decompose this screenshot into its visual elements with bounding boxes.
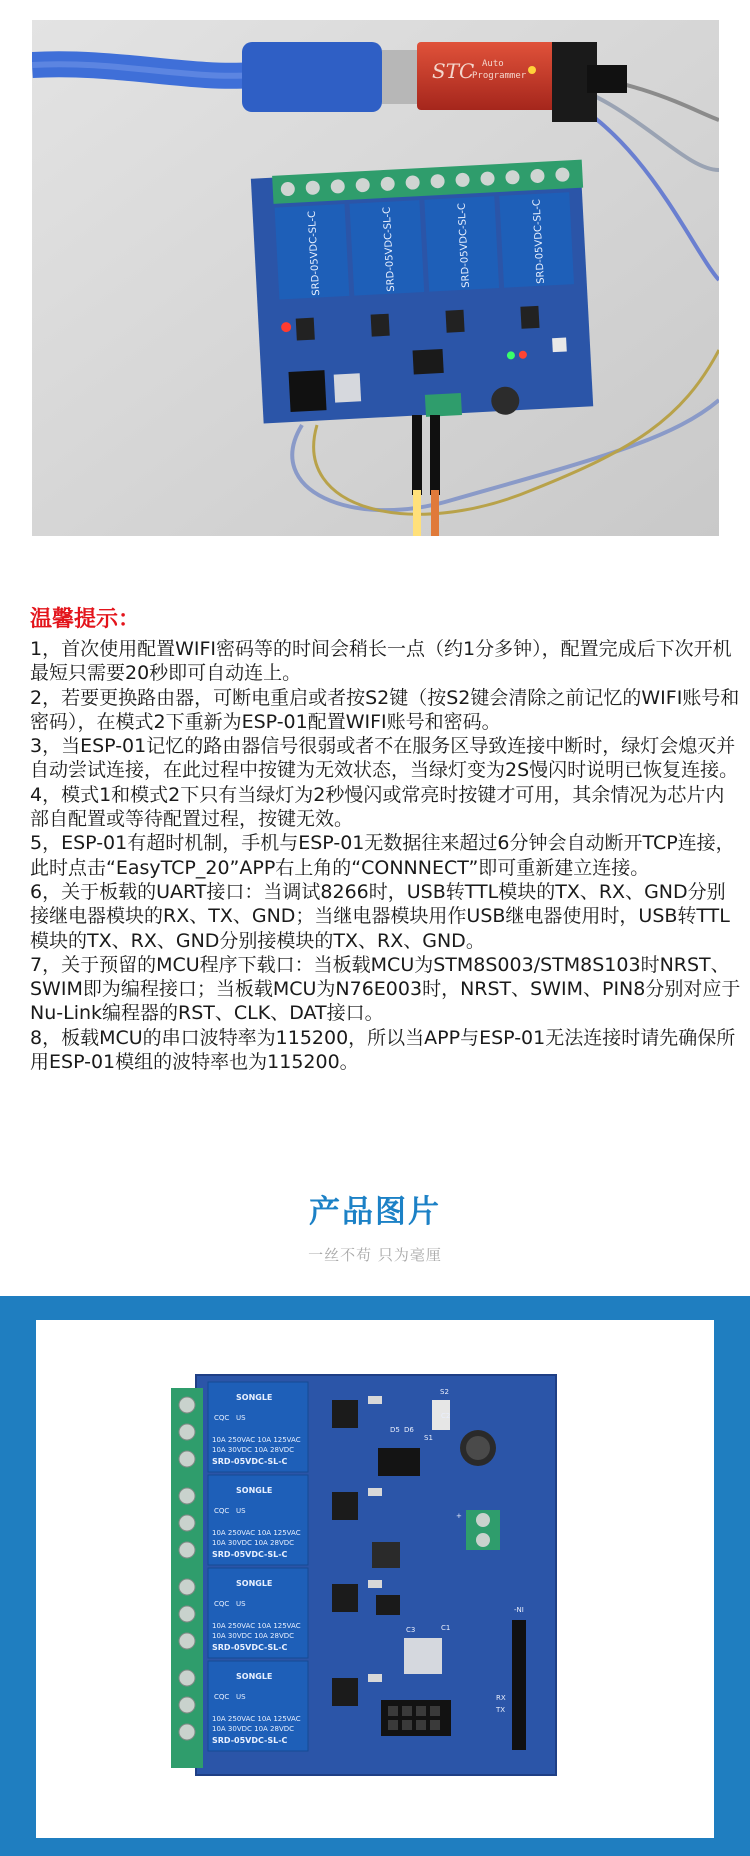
svg-text:+: + bbox=[456, 1512, 462, 1520]
svg-text:10A 30VDC 10A 28VDC: 10A 30VDC 10A 28VDC bbox=[212, 1539, 295, 1547]
jumper-block bbox=[372, 1542, 400, 1568]
uart-header bbox=[512, 1620, 526, 1750]
svg-text:SONGLE: SONGLE bbox=[236, 1393, 273, 1402]
tip-item: 5，ESP-01有超时机制，手机与ESP-01无数据往来超过6分钟会自动断开TCP连接，此时点击“EasyTCP_20”APP右上角的“CONNNECT”即可重新建立连接。 bbox=[30, 832, 735, 879]
tip-item: 7，关于预留的MCU程序下载口：当板载MCU为STM8S003/STM8S103时NRST、SWIM即为编程接口；当板载MCU为N76E003时，NRST、SWIM、PIN8分别对应于Nu-Link编程器的RST、CLK、DAT接口。 bbox=[30, 953, 741, 1025]
tips-title: 温馨提示： bbox=[30, 607, 141, 632]
svg-text:D6: D6 bbox=[404, 1426, 414, 1434]
svg-text:S1: S1 bbox=[424, 1434, 433, 1442]
svg-text:S2: S2 bbox=[440, 1388, 449, 1396]
svg-text:SRD-05VDC-SL-C: SRD-05VDC-SL-C bbox=[212, 1550, 288, 1559]
tip-item: 3，当ESP-01记忆的路由器信号很弱或者不在服务区导致连接中断时，绿灯会熄灭并自动尝试连接，在此过程中按键为无效状态，当绿灯变为2S慢闪时说明已恢复连接。 bbox=[30, 735, 739, 782]
svg-text:US: US bbox=[236, 1414, 246, 1422]
svg-text:10A 250VAC 10A 125VAC: 10A 250VAC 10A 125VAC bbox=[212, 1622, 301, 1630]
svg-text:D5: D5 bbox=[390, 1426, 400, 1434]
esp-module-footprint bbox=[404, 1638, 442, 1674]
relay-board-with-programmer-image bbox=[32, 20, 719, 536]
svg-text:10A 30VDC 10A 28VDC: 10A 30VDC 10A 28VDC bbox=[212, 1632, 295, 1640]
relay-3 bbox=[208, 1568, 308, 1658]
svg-text:C2: C2 bbox=[441, 1412, 451, 1420]
svg-text:10A 250VAC 10A 125VAC: 10A 250VAC 10A 125VAC bbox=[212, 1529, 301, 1537]
tip-item: 6，关于板载的UART接口：当调试8266时，USB转TTL模块的TX、RX、GND分别接继电器模块的RX、TX、GND；当继电器模块用作USB继电器使用时，USB转TTL模块的TX、RX、GND分别接模块的TX、RX、GND。 bbox=[30, 880, 730, 952]
svg-text:C1: C1 bbox=[441, 1624, 451, 1632]
svg-text:Programmer: Programmer bbox=[472, 71, 527, 81]
relay-2 bbox=[208, 1475, 308, 1565]
section-subtitle: 一丝不苟 只为毫厘 bbox=[308, 1246, 442, 1264]
tip-item: 2，若要更换路由器，可断电重启或者按S2键（按S2键会清除之前记忆的WIFI账号和密码），在模式2下重新为ESP-01配置WIFI账号和密码。 bbox=[30, 686, 740, 733]
esp-header bbox=[288, 370, 326, 412]
svg-text:US: US bbox=[236, 1693, 246, 1701]
svg-text:CQC: CQC bbox=[214, 1507, 230, 1515]
tips-section bbox=[30, 605, 742, 1074]
usb-connector bbox=[242, 42, 382, 112]
product-photo-frame bbox=[0, 1296, 750, 1856]
svg-text:Auto: Auto bbox=[482, 59, 504, 69]
esp-socket bbox=[381, 1700, 451, 1736]
svg-text:SRD-05VDC-SL-C: SRD-05VDC-SL-C bbox=[456, 202, 473, 289]
section-title: 产品图片 bbox=[309, 1194, 441, 1230]
mcu-chip bbox=[378, 1448, 420, 1476]
svg-text:SRD-05VDC-SL-C: SRD-05VDC-SL-C bbox=[212, 1457, 288, 1466]
svg-text:C3: C3 bbox=[406, 1626, 416, 1634]
svg-text:SRD-05VDC-SL-C: SRD-05VDC-SL-C bbox=[531, 198, 547, 285]
product-photo-top bbox=[32, 20, 719, 536]
svg-text:SRD-05VDC-SL-C: SRD-05VDC-SL-C bbox=[306, 210, 323, 296]
stc-programmer bbox=[417, 42, 557, 110]
tip-item: 4，模式1和模式2下只有当绿灯为2秒慢闪或常亮时按键才可用，其余情况为芯片内部自配置或等待配置过程，按键无效。 bbox=[30, 783, 725, 831]
svg-text:STC: STC bbox=[432, 59, 475, 83]
svg-text:SONGLE: SONGLE bbox=[236, 1672, 273, 1681]
svg-text:US: US bbox=[236, 1507, 246, 1515]
relay-4 bbox=[208, 1661, 308, 1751]
svg-text:SONGLE: SONGLE bbox=[236, 1486, 273, 1495]
product-photo-panel bbox=[36, 1320, 714, 1838]
svg-text:10A 30VDC 10A 28VDC: 10A 30VDC 10A 28VDC bbox=[212, 1446, 295, 1454]
svg-text:SONGLE: SONGLE bbox=[236, 1579, 273, 1588]
svg-text:US: US bbox=[236, 1600, 246, 1608]
svg-text:10A 250VAC 10A 125VAC: 10A 250VAC 10A 125VAC bbox=[212, 1715, 301, 1723]
svg-text:10A 30VDC 10A 28VDC: 10A 30VDC 10A 28VDC bbox=[212, 1725, 295, 1733]
svg-text:10A 250VAC 10A 125VAC: 10A 250VAC 10A 125VAC bbox=[212, 1436, 301, 1444]
svg-text:TX: TX bbox=[496, 1706, 506, 1714]
svg-text:SRD-05VDC-SL-C: SRD-05VDC-SL-C bbox=[212, 1736, 288, 1745]
svg-text:SRD-05VDC-SL-C: SRD-05VDC-SL-C bbox=[212, 1643, 288, 1652]
svg-text:SRD-05VDC-SL-C: SRD-05VDC-SL-C bbox=[381, 206, 398, 292]
tip-item: 1，首次使用配置WIFI密码等的时间会稍长一点（约1分多钟），配置完成后下次开机最短只需要20秒即可自动连上。 bbox=[30, 638, 732, 685]
tip-item: 8，板载MCU的串口波特率为115200，所以当APP与ESP-01无法连接时请先确保所用ESP-01模组的波特率也为115200。 bbox=[30, 1026, 736, 1074]
svg-text:-NI: -NI bbox=[514, 1606, 524, 1614]
relay-board-top-view-image bbox=[36, 1320, 714, 1838]
product-images-heading bbox=[0, 1192, 750, 1265]
svg-text:CQC: CQC bbox=[214, 1414, 230, 1422]
relay-1 bbox=[208, 1382, 308, 1472]
svg-text:CQC: CQC bbox=[214, 1693, 230, 1701]
svg-text:RX: RX bbox=[496, 1694, 506, 1702]
svg-text:CQC: CQC bbox=[214, 1600, 230, 1608]
